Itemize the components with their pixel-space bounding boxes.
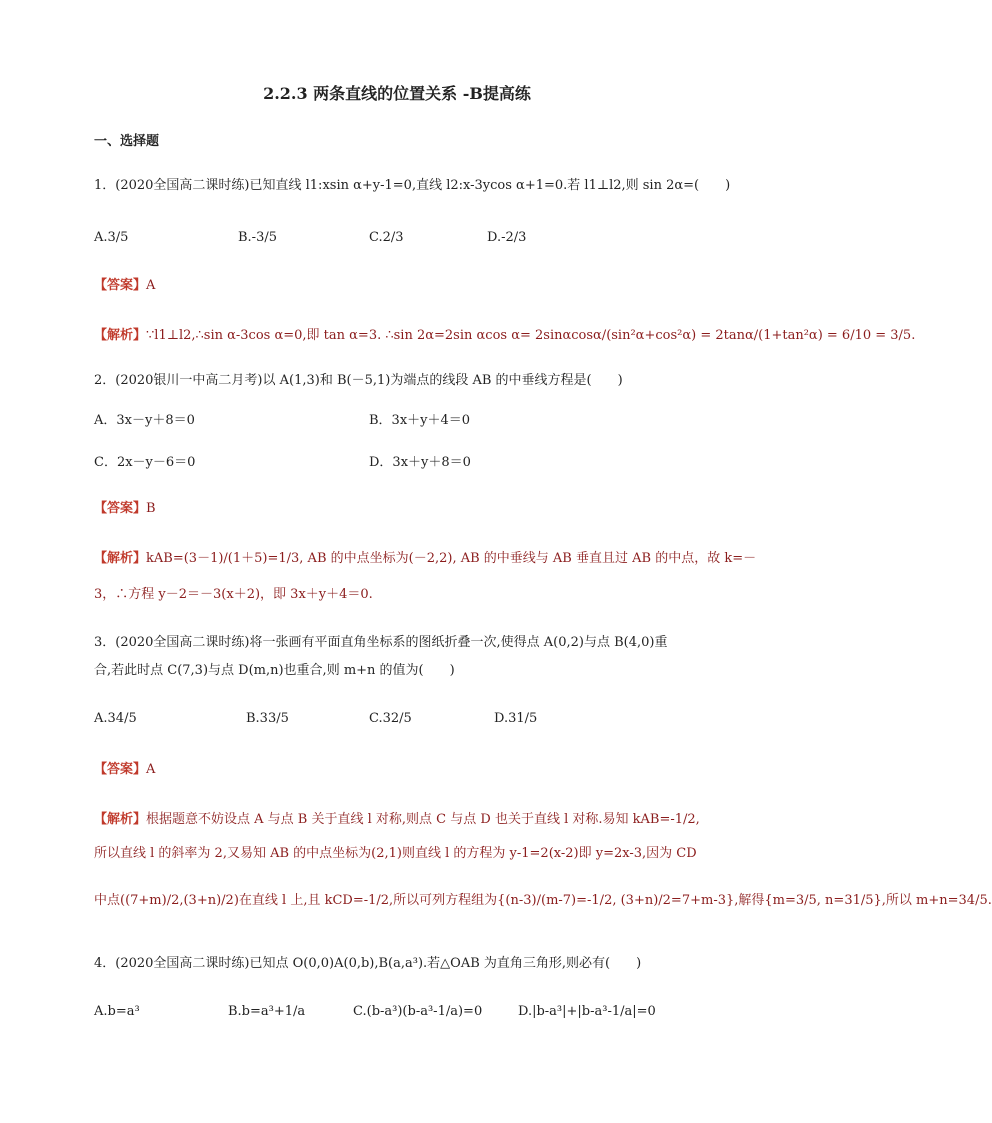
q1-option-a: A.3/5 [94,230,129,245]
section-heading: 一、选择题 [94,134,160,149]
q2-option-b: B．3x＋y＋4＝0 [369,413,471,428]
page-title: 2.2.3 两条直线的位置关系 -B提高练 [263,84,531,103]
q3-option-b: B.33/5 [246,711,289,726]
q2-option-d: D．3x＋y＋8＝0 [369,455,471,470]
analysis-tag: 【解析】 [94,328,147,343]
q3-answer-value: A [146,762,156,777]
question-1-stem: 1．(2020全国高二课时练)已知直线 l1:xsin α+y-1=0,直线 l2:x-3ycos α+1=0.若 l1⊥l2,则 sin 2α=( ) [94,178,731,193]
q3-answer [94,762,155,778]
question-2-stem: 2．(2020银川一中高二月考)以 A(1,3)和 B(－5,1)为端点的线段 AB 的中垂线方程是( ) [94,373,623,388]
q4-option-b: B.b=a³+1/a [228,1004,306,1019]
q1-option-b: B.-3/5 [238,230,277,245]
q2-analysis [94,551,756,567]
q1-answer-value: A [146,278,156,293]
q2-option-c: C．2x－y－6＝0 [94,455,196,470]
q4-option-c: C.(b-a³)(b-a³-1/a)=0 [353,1004,483,1019]
q3-option-a: A.34/5 [94,711,137,726]
q2-answer-value: B [146,501,156,516]
q1-analysis [94,328,915,344]
q3-option-d: D.31/5 [494,711,538,726]
q4-option-d: D.|b-a³|+|b-a³-1/a|=0 [518,1004,656,1019]
q3-analysis-line-2: 所以直线 l 的斜率为 2,又易知 AB 的中点坐标为(2,1)则直线 l 的方程为 y-1=2(x-2)即 y=2x-3,因为 CD [94,846,697,861]
q3-analysis-line-1: 根据题意不妨设点 A 与点 B 关于直线 l 对称,则点 C 与点 D 也关于直线 l 对称.易知 kAB=-1/2, [146,812,700,827]
answer-tag: 【答案】 [94,762,147,777]
answer-tag: 【答案】 [94,278,147,293]
q4-option-a: A.b=a³ [94,1004,140,1019]
q3-analysis [94,812,700,828]
question-3-stem-line-2: 合,若此时点 C(7,3)与点 D(m,n)也重合,则 m+n 的值为( ) [94,663,455,678]
q1-analysis-text: ∵l1⊥l2,∴sin α-3cos α=0,即 tan α=3. ∴sin 2α=2sin αcos α= 2sinαcosα/(sin²α+cos²α) = 2tanα/(1+tan²α) = 6/10 = 3/5. [146,328,916,343]
q3-option-c: C.32/5 [369,711,412,726]
answer-tag: 【答案】 [94,501,147,516]
q2-answer [94,501,156,517]
q2-analysis-line-2: 3，∴方程 y－2＝－3(x＋2)，即 3x＋y＋4＝0. [94,587,373,602]
q1-option-c: C.2/3 [369,230,404,245]
q1-option-d: D.-2/3 [487,230,527,245]
q2-analysis-line-1: kAB=(3－1)/(1＋5)=1/3, AB 的中点坐标为(－2,2), AB 的中垂线与 AB 垂直且过 AB 的中点，故 k=－ [146,551,757,566]
question-3-stem-line-1: 3．(2020全国高二课时练)将一张画有平面直角坐标系的图纸折叠一次,使得点 A(0,2)与点 B(4,0)重 [94,635,668,650]
q2-option-a: A．3x－y＋8＝0 [94,413,195,428]
question-4-stem: 4．(2020全国高二课时练)已知点 O(0,0)A(0,b),B(a,a³).若△OAB 为直角三角形,则必有( ) [94,956,642,971]
analysis-tag: 【解析】 [94,812,147,827]
q3-analysis-line-3: 中点((7+m)/2,(3+n)/2)在直线 l 上,且 kCD=-1/2,所以可列方程组为{(n-3)/(m-7)=-1/2, (3+n)/2=7+m-3},解得{m=3/5, n=31/5},所以 m+n=34/5. [94,893,992,908]
analysis-tag: 【解析】 [94,551,147,566]
q1-answer [94,278,155,294]
